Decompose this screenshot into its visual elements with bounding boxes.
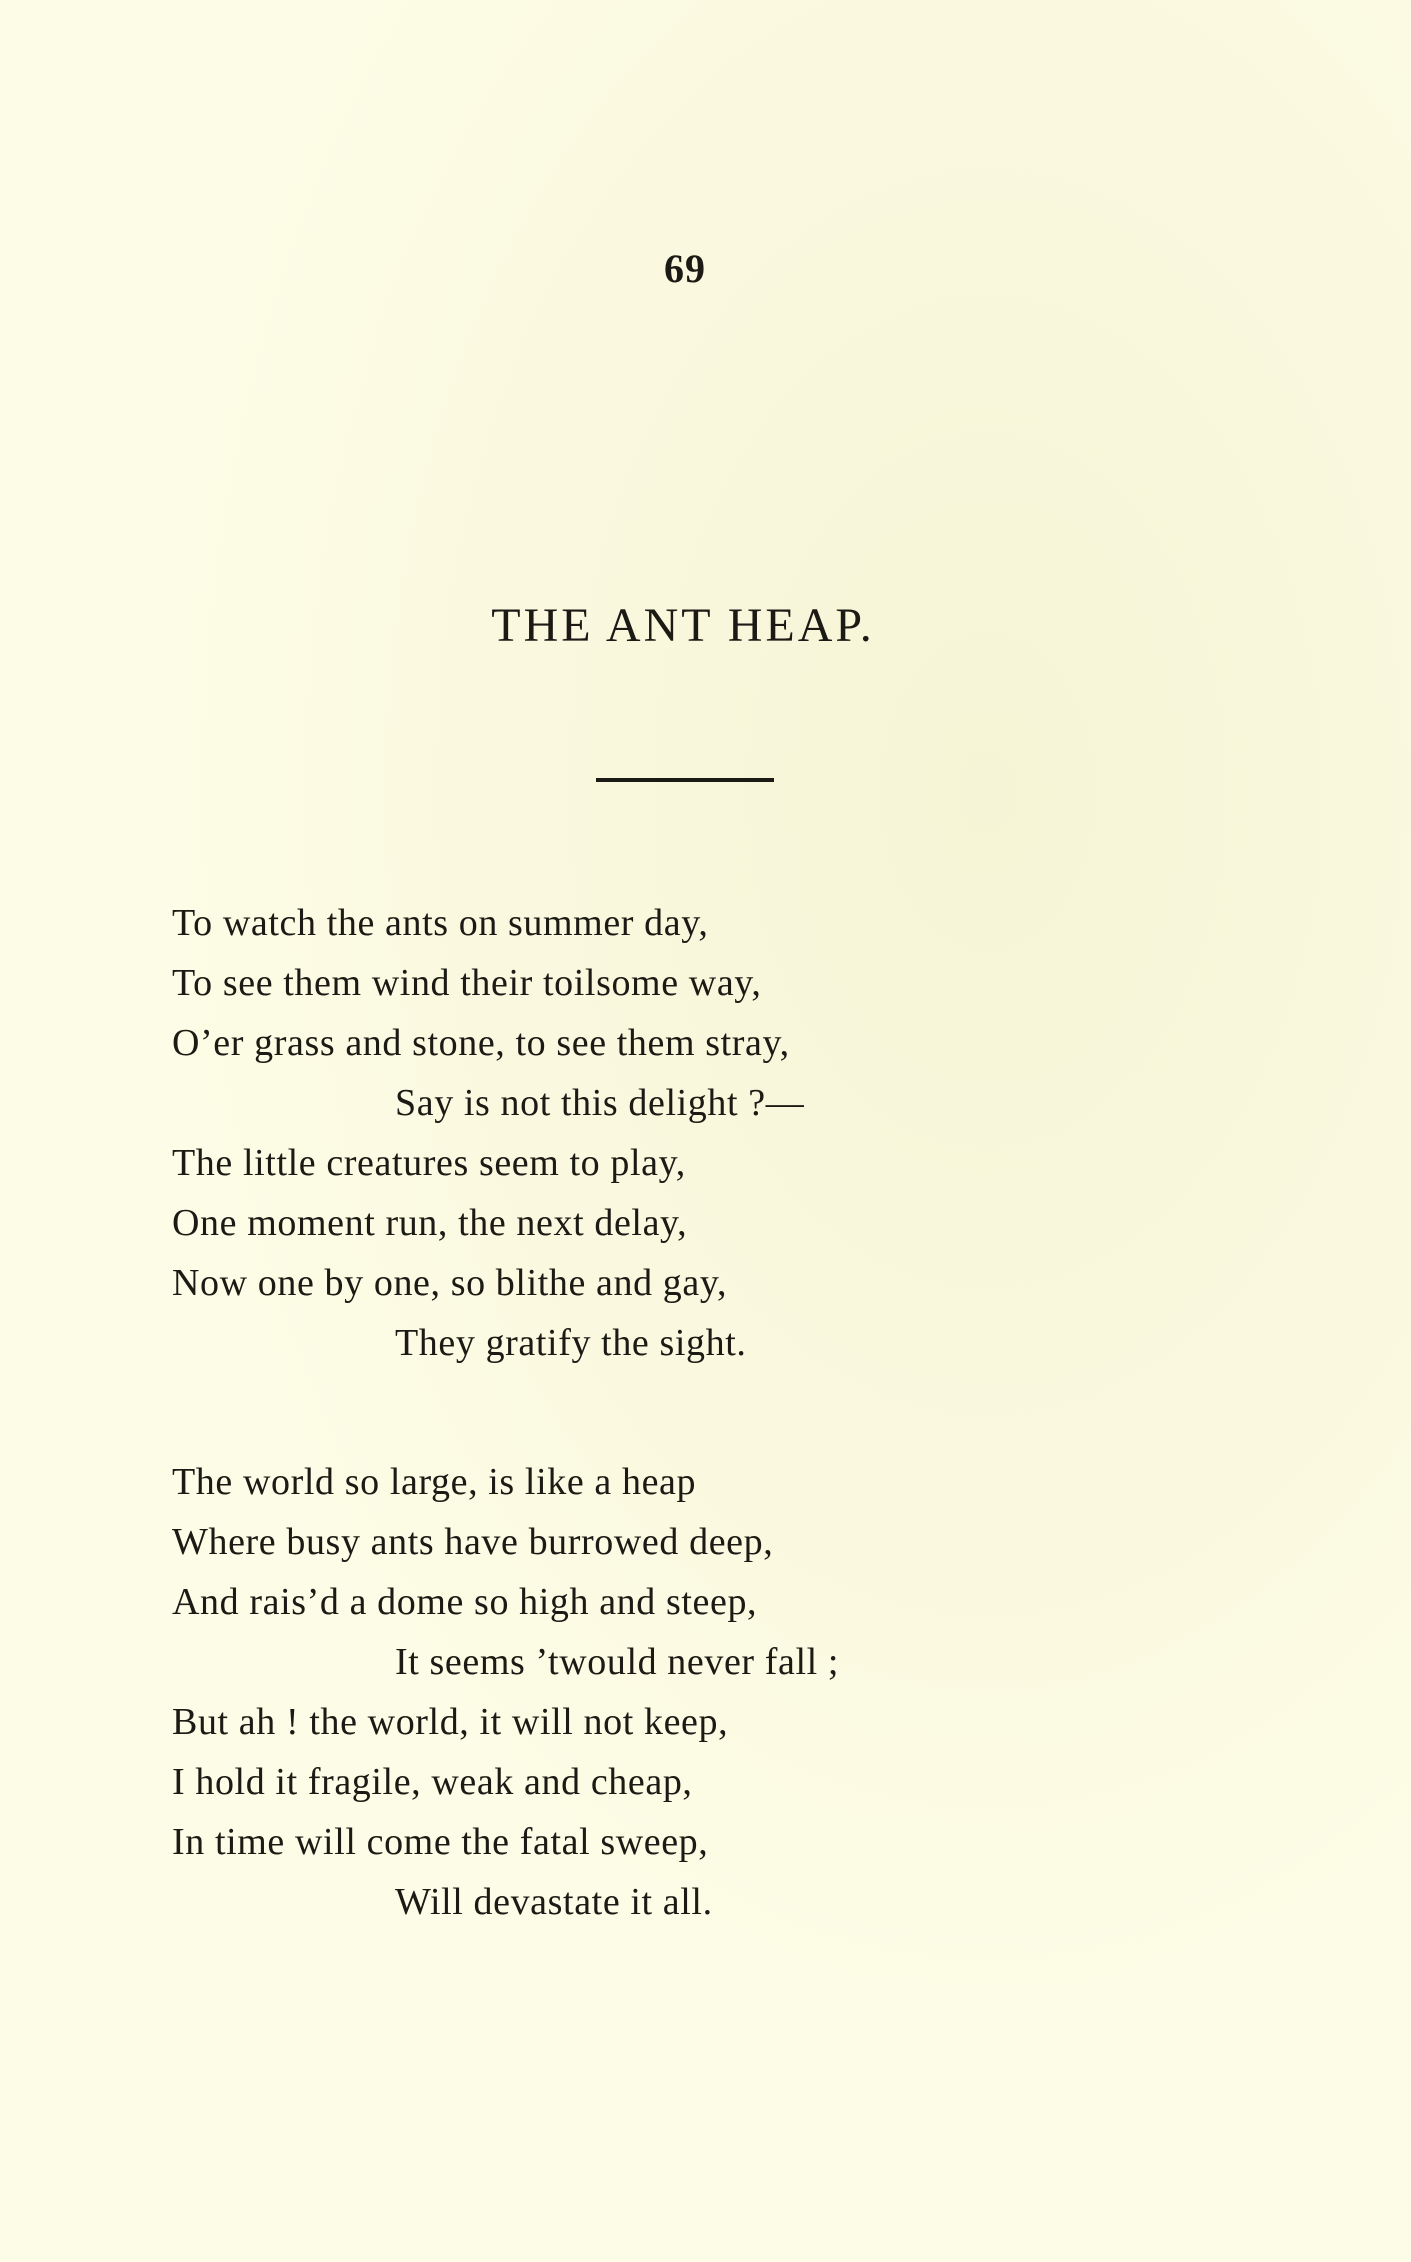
stanza-2 bbox=[172, 1452, 1292, 1932]
poem-line: To see them wind their toilsome way, bbox=[172, 962, 762, 1004]
poem-line: One moment run, the next delay, bbox=[172, 1202, 688, 1244]
page-number: 69 bbox=[664, 246, 706, 291]
poem-line-indented: They gratify the sight. bbox=[395, 1322, 747, 1364]
poem-line: Now one by one, so blithe and gay, bbox=[172, 1262, 728, 1304]
title-rule bbox=[596, 778, 774, 782]
stanza-1 bbox=[172, 893, 1292, 1373]
poem-line: Where busy ants have burrowed deep, bbox=[172, 1521, 774, 1563]
poem-line: The world so large, is like a heap bbox=[172, 1461, 697, 1503]
poem-line-indented: Say is not this delight ?— bbox=[395, 1082, 805, 1124]
poem-line: To watch the ants on summer day, bbox=[172, 902, 709, 944]
poem-line: And rais’d a dome so high and steep, bbox=[172, 1581, 758, 1623]
poem-line-indented: It seems ’twould never fall ; bbox=[395, 1641, 840, 1683]
poem-line: The little creatures seem to play, bbox=[172, 1142, 686, 1184]
poem-title: THE ANT HEAP. bbox=[491, 599, 875, 652]
poem-line: In time will come the fatal sweep, bbox=[172, 1821, 709, 1863]
poem-line: I hold it fragile, weak and cheap, bbox=[172, 1761, 693, 1803]
poem-line-indented: Will devastate it all. bbox=[395, 1881, 713, 1923]
poem-line: But ah ! the world, it will not keep, bbox=[172, 1701, 729, 1743]
poem-line: O’er grass and stone, to see them stray, bbox=[172, 1022, 790, 1064]
